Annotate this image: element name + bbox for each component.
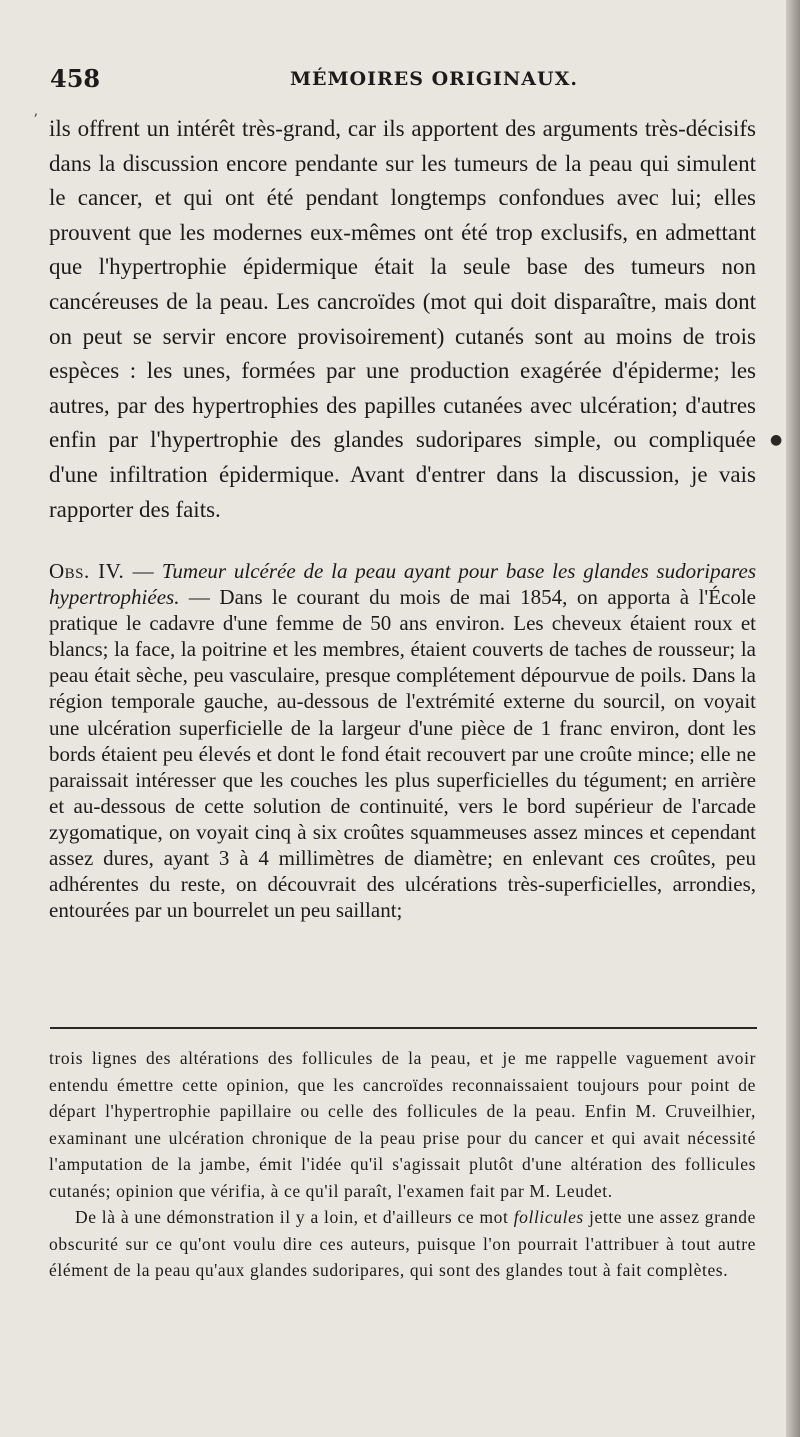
main-text-block: [49, 112, 756, 527]
footnote-paragraph-2-start: De là à une démonstration il y a loin, et d'ailleurs ce mot: [75, 1207, 514, 1227]
margin-ink-dot: ●: [770, 432, 783, 448]
margin-tick-mark: ʼ: [33, 112, 38, 128]
scan-edge-shadow: [786, 0, 800, 1437]
observation-block: [49, 558, 756, 923]
footnote-paragraph-2-end: jette une assez grande obscurité sur ce qu'ont voulu dire ces auteurs, puisque l'on pourrait l'attribuer à tout autre élément de la peau qu'aux glandes sudoripares, qui sont des glandes tout à fait complètes.: [49, 1207, 756, 1280]
observation-paragraph: [49, 558, 756, 923]
page-header: [50, 64, 755, 100]
footnote-paragraph-2-italic: follicules: [513, 1207, 584, 1227]
footnote-paragraph-2: [49, 1204, 756, 1284]
page-number: 458: [50, 64, 101, 93]
observation-text: Dans le courant du mois de mai 1854, on apporta à l'École pratique le cadavre d'une femme de 50 ans environ. Les cheveux étaient roux et blancs; la face, la poitrine et les membres, étaient couverts de taches de rousseur; la peau était sèche, peu vasculaire, presque complétement dépourvue de poils. Dans la région temporale gauche, au-dessous de l'extrémité externe du sourcil, on voyait une ulcération superficielle de la largeur d'une pièce de 1 franc environ, dont les bords étaient peu élevés et dont le fond était recouvert par une croûte mince; elle ne paraissait intéresser que les couches les plus superficielles du tégument; en arrière et au-dessous de cette solution de continuité, vers le bord supérieur de l'arcade zygomatique, on voyait cinq à six croûtes squammeuses assez minces et cependant assez dures, ayant 3 à 4 millimètres de diamètre; en enlevant ces croûtes, peu adhérentes du reste, on découvrait des ulcérations très-superficielles, arrondies, entourées par un bourrelet un peu saillant;: [49, 585, 756, 923]
main-paragraph: ils offrent un intérêt très-grand, car ils apportent des arguments très-décisifs dans la discussion encore pendante sur les tumeurs de la peau qui simulent le cancer, et qui ont été pendant longtemps confondues avec lui; elles prouvent que les modernes eux-mêmes ont été trop exclusifs, en admettant que l'hypertrophie épidermique était la seule base des tumeurs non cancéreuses de la peau. Les cancroïdes (mot qui doit disparaître, mais dont on peut se servir encore provisoirement) cutanés sont au moins de trois espèces : les unes, formées par une production exagérée d'épiderme; les autres, par des hypertrophies des papilles cutanées avec ulcération; d'autres enfin par l'hypertrophie des glandes sudoripares simple, ou compliquée d'une infiltration épidermique. Avant d'entrer dans la discussion, je vais rapporter des faits.: [49, 116, 756, 522]
observation-title: Tumeur ulcérée de la peau ayant pour base les glandes sudoripares hypertrophiées.: [49, 559, 756, 610]
running-title: MÉMOIRES ORIGINAUX.: [290, 68, 578, 90]
footnote-separator-rule: [50, 1027, 757, 1029]
observation-label: Obs. IV. —: [49, 559, 155, 583]
footnote-block: [49, 1045, 756, 1284]
observation-dash: —: [179, 585, 220, 610]
footnote-paragraph-1: trois lignes des altérations des follicules de la peau, et je me rappelle vaguement avoir entendu émettre cette opinion, que les cancroïdes reconnaissaient toujours pour point de départ l'hypertrophie papillaire ou celle des follicules de la peau. Enfin M. Cruveilhier, examinant une ulcération chronique de la peau prise pour du cancer et qui avait nécessité l'amputation de la jambe, émit l'idée qu'il s'agissait plutôt d'une altération des follicules cutanés; opinion que vérifia, à ce qu'il paraît, l'examen fait par M. Leudet.: [49, 1048, 756, 1201]
